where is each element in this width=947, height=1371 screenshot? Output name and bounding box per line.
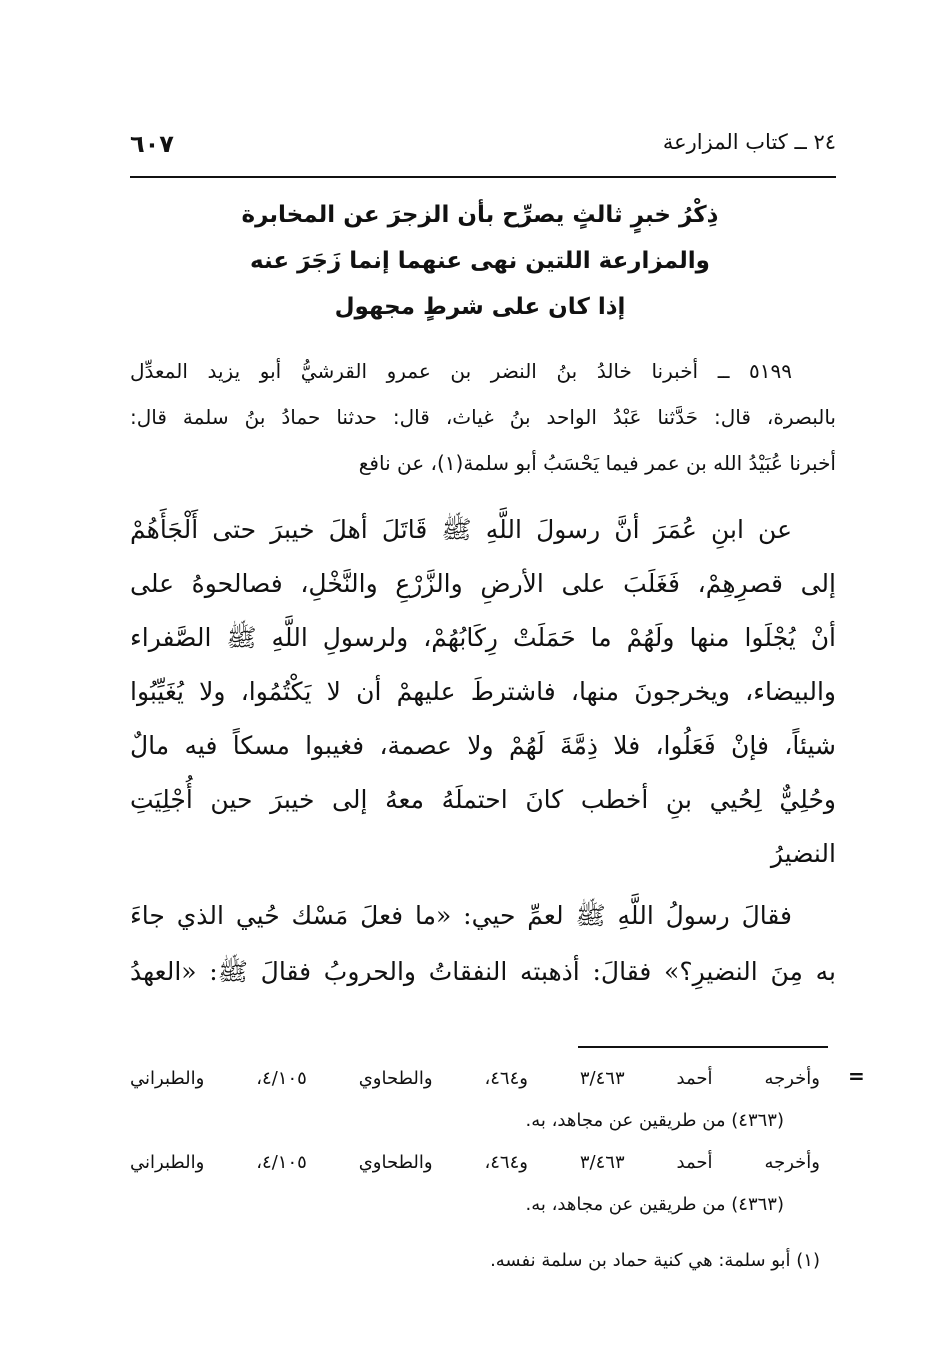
matn-paragraph-2 <box>130 888 836 1000</box>
footnotes-continued <box>130 1058 820 1226</box>
running-header <box>130 130 836 166</box>
footnote-1: (١) أبو سلمة: هي كنية حماد بن سلمة نفسه. <box>490 1250 820 1271</box>
footnote-continuation-mark: = <box>848 1064 865 1088</box>
isnad-line: أخبرنا عُبَيْدُ الله بن عمر فيما يَحْسَبُ أبو سلمة(١)، عن نافع <box>358 451 836 475</box>
matn-line: به مِنَ النضيرِ؟» فقالَ: أذهبته النفقاتُ والحروبُ فقالَ ﷺ: «العهدُ <box>130 957 836 986</box>
heading-line: والمزارعة اللتين نهى عنهما إنما زَجَرَ عنه <box>250 248 710 274</box>
header-rule <box>130 176 836 178</box>
heading-line: إذا كان على شرطٍ مجهول <box>334 294 626 320</box>
matn-line: وحُلِيٌّ لِحُيي بنِ أخطب كانَ احتملَهُ معهُ إلى خيبرَ حين أُجْلِيَتِ <box>130 785 836 814</box>
footnote-line: (٤٣٦٣) من طريقين عن مجاهد، به. <box>525 1194 784 1215</box>
page-number: ٦٠٧ <box>130 130 174 158</box>
footnote-line: وأخرجه أحمد ٣/٤٦٣ و٤٦٤، والطحاوي ٤/١٠٥، والطبراني <box>130 1152 820 1173</box>
matn-line: والبيضاء، ويخرجونَ منها، فاشترطَ عليهمْ أن لا يَكْتُمُوا، ولا يُغَيِّبُوا <box>130 677 836 706</box>
footnote-line: وأخرجه أحمد ٣/٤٦٣ و٤٦٤، والطحاوي ٤/١٠٥، والطبراني <box>130 1068 820 1089</box>
chapter-title: ٢٤ ــ كتاب المزارعة <box>662 130 836 154</box>
footnote-line: (٤٣٦٣) من طريقين عن مجاهد، به. <box>525 1110 784 1131</box>
isnad-line: ٥١٩٩ ــ أخبرنا خالدُ بنُ النضر بن عمرو القرشيُّ أبو يزيد المعدِّل <box>130 359 792 383</box>
matn-line: فقالَ رسولُ اللَّهِ ﷺ لعمِّ حيي: «ما فعلَ مَسْك حُيي الذي جاءَ <box>130 901 792 930</box>
matn-line: عن ابنِ عُمَرَ أنَّ رسولَ اللَّهِ ﷺ قَاتَلَ أهلَ خيبرَ حتى أَلْجَأَهُمْ <box>130 515 792 544</box>
matn-line: أنْ يُجْلَوا منها ولَهُمْ ما حَمَلَتْ رِكَابُهُمْ، ولرسولِ اللَّهِ ﷺ الصَّفراء <box>130 623 836 652</box>
section-heading <box>160 192 800 330</box>
heading-line: ذِكْرُ خبرٍ ثالثٍ يصرِّح بأن الزجرَ عن المخابرة <box>241 202 719 228</box>
matn-line: النضيرُ <box>770 839 836 868</box>
isnad-block <box>130 348 836 486</box>
matn-line: شيئاً، فإنْ فَعَلُوا، فلا ذِمَّةَ لَهُمْ ولا عصمة، فغيبوا مسكاً فيه مالٌ <box>130 731 836 760</box>
isnad-line: بالبصرة، قال: حَدَّثنا عَبْدُ الواحد بنُ غياث، قال: حدثنا حمادُ بنُ سلمة قال: <box>130 405 836 429</box>
matn-line: إلى قصرِهِمْ، فَغَلَبَ على الأرضِ والزَّرْعِ والنَّخْلِ، فصالحوهُ على <box>130 569 836 598</box>
matn-block <box>130 503 836 881</box>
footnote-rule <box>578 1046 828 1048</box>
